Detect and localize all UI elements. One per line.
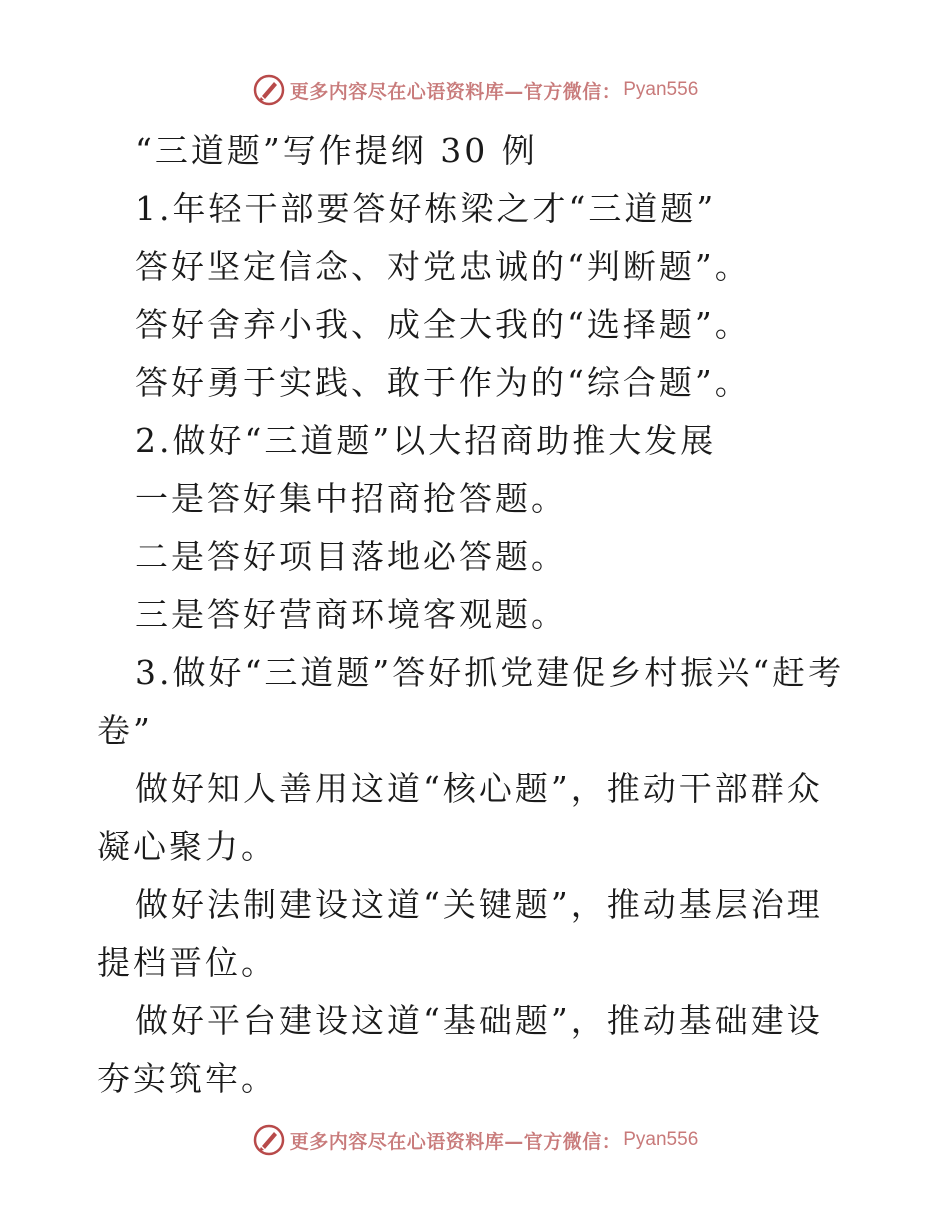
line-3: 答好舍弃小我、成全大我的“选择题”。 xyxy=(135,305,751,344)
line-8: 三是答好营商环境客观题。 xyxy=(135,595,567,634)
paragraph-2: 做好知人善用这道“核心题”，推动干部群众凝心聚力。 xyxy=(97,769,823,866)
line-7: 二是答好项目落地必答题。 xyxy=(135,537,567,576)
line-1: 1.年轻干部要答好栋梁之才“三道题” xyxy=(135,189,717,228)
footer-watermark xyxy=(0,1120,950,1160)
line-2: 答好坚定信念、对党忠诚的“判断题”。 xyxy=(135,247,751,286)
watermark-text: 更多内容尽在心语资料库—官方微信： xyxy=(289,1130,622,1153)
document-body xyxy=(97,122,857,1108)
line-6: 一是答好集中招商抢答题。 xyxy=(135,479,567,518)
brand-logo-icon xyxy=(252,1123,286,1157)
paragraph-3: 做好法制建设这道“关键题”，推动基层治理提档晋位。 xyxy=(97,885,823,982)
watermark-text: 更多内容尽在心语资料库—官方微信： xyxy=(289,80,622,103)
header-watermark xyxy=(0,70,950,110)
line-5: 2.做好“三道题”以大招商助推大发展 xyxy=(135,421,717,460)
watermark-handle: Pyan556 xyxy=(623,1129,699,1150)
watermark-handle: Pyan556 xyxy=(623,79,699,100)
paragraph-4: 做好平台建设这道“基础题”，推动基础建设夯实筑牢。 xyxy=(97,1001,823,1098)
document-title: “三道题”写作提纲 30 例 xyxy=(135,131,538,170)
paragraph-1: 3.做好“三道题”答好抓党建促乡村振兴“赶考卷” xyxy=(97,653,845,750)
brand-logo-icon xyxy=(252,73,286,107)
line-4: 答好勇于实践、敢于作为的“综合题”。 xyxy=(135,363,751,402)
